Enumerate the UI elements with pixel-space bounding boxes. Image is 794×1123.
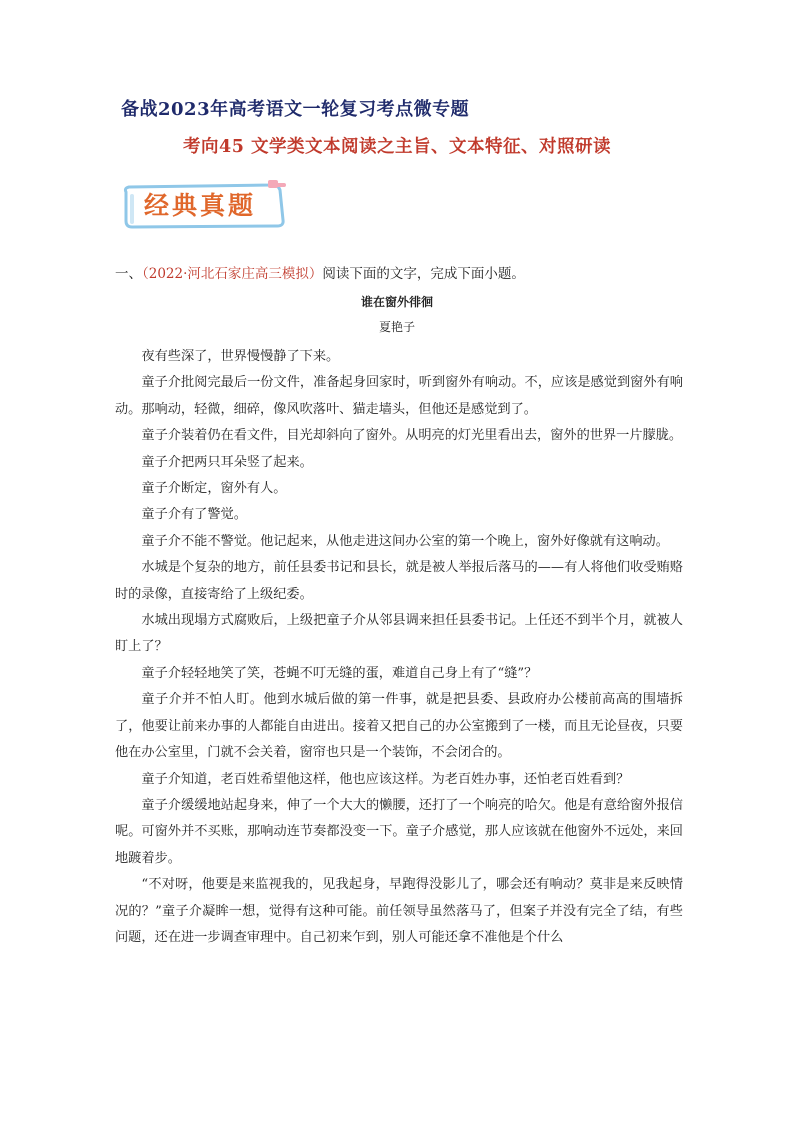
article-paragraph: 童子介批阅完最后一份文件，准备起身回家时，听到窗外有响动。不，应该是感觉到窗外有响动。那响动，轻微，细碎，像风吹落叶、猫走墙头，但他还是感觉到了。 [115, 375, 683, 417]
article-paragraph: 童子介不能不警觉。他记起来，从他走进这间办公室的第一个晚上，窗外好像就有这响动。 [141, 533, 669, 549]
article-body [115, 344, 683, 951]
article-paragraph: 童子介并不怕人盯。他到水城后做的第一件事，就是把县委、县政府办公楼前高高的围墙拆了，他要让前来办事的人都能自由进出。接着又把自己的办公室搬到了一楼，而且无论昼夜，只要他在办公室里，门就不会关着，窗帘也只是一个装饰，不会闭合的。 [115, 692, 683, 761]
section-banner [120, 180, 292, 230]
article-title: 谁在窗外徘徊 [360, 295, 433, 309]
article-paragraph: 童子介轻轻地笑了笑，苍蝇不叮无缝的蛋，难道自己身上有了“缝”？ [141, 665, 538, 681]
article-paragraph: 童子介知道，老百姓希望他这样，他也应该这样。为老百姓办事，还怕老百姓看到？ [141, 771, 630, 787]
article-paragraph: 童子介断定，窗外有人。 [141, 481, 287, 497]
topic-title: 考向45 文学类文本阅读之主旨、文本特征、对照研读 [183, 137, 611, 157]
question-number: 一、 [115, 266, 142, 282]
article-paragraph: 童子介装着仍在看文件，目光却斜向了窗外。从明亮的灯光里看出去，窗外的世界一片朦胧。 [141, 428, 683, 444]
question-header [115, 262, 525, 282]
series-title: 备战2023年高考语文一轮复习考点微专题 [121, 99, 470, 120]
article-author: 夏艳子 [378, 320, 415, 334]
article-paragraph: 童子介缓缓地站起身来，伸了一个大大的懒腰，还打了一个响亮的哈欠。他是有意给窗外报信呢。可窗外并不买账，那响动连节奏都没变一下。童子介感觉，那人应该就在他窗外不远处，来回地踱着步。 [115, 797, 683, 866]
article-paragraph: 水城是个复杂的地方，前任县委书记和县长，就是被人举报后落马的——有人将他们收受贿赂时的录像，直接寄给了上级纪委。 [115, 560, 683, 602]
article-paragraph: 夜有些深了，世界慢慢静了下来。 [141, 349, 340, 364]
article-paragraph: 水城出现塌方式腐败后，上级把童子介从邻县调来担任县委书记。上任还不到半个月，就被人盯上了？ [115, 613, 683, 655]
article-paragraph: 童子介有了警觉。 [141, 507, 247, 523]
question-source: （2022·河北石家庄高三模拟） [142, 266, 323, 282]
article-paragraph: “不对呀，他要是来监视我的，见我起身，早跑得没影儿了，哪会还有响动？莫非是来反映情况的？”童子介凝眸一想，觉得有这种可能。前任领导虽然落马了，但案子并没有完全了结，有些问题，还在进一步调查审理中。自己初来乍到，别人可能还拿不准他是个什么 [115, 877, 683, 945]
article-paragraph: 童子介把两只耳朵竖了起来。 [141, 454, 313, 470]
banner-label: 经典真题 [144, 191, 257, 220]
question-instruction: 阅读下面的文字，完成下面小题。 [322, 266, 525, 282]
